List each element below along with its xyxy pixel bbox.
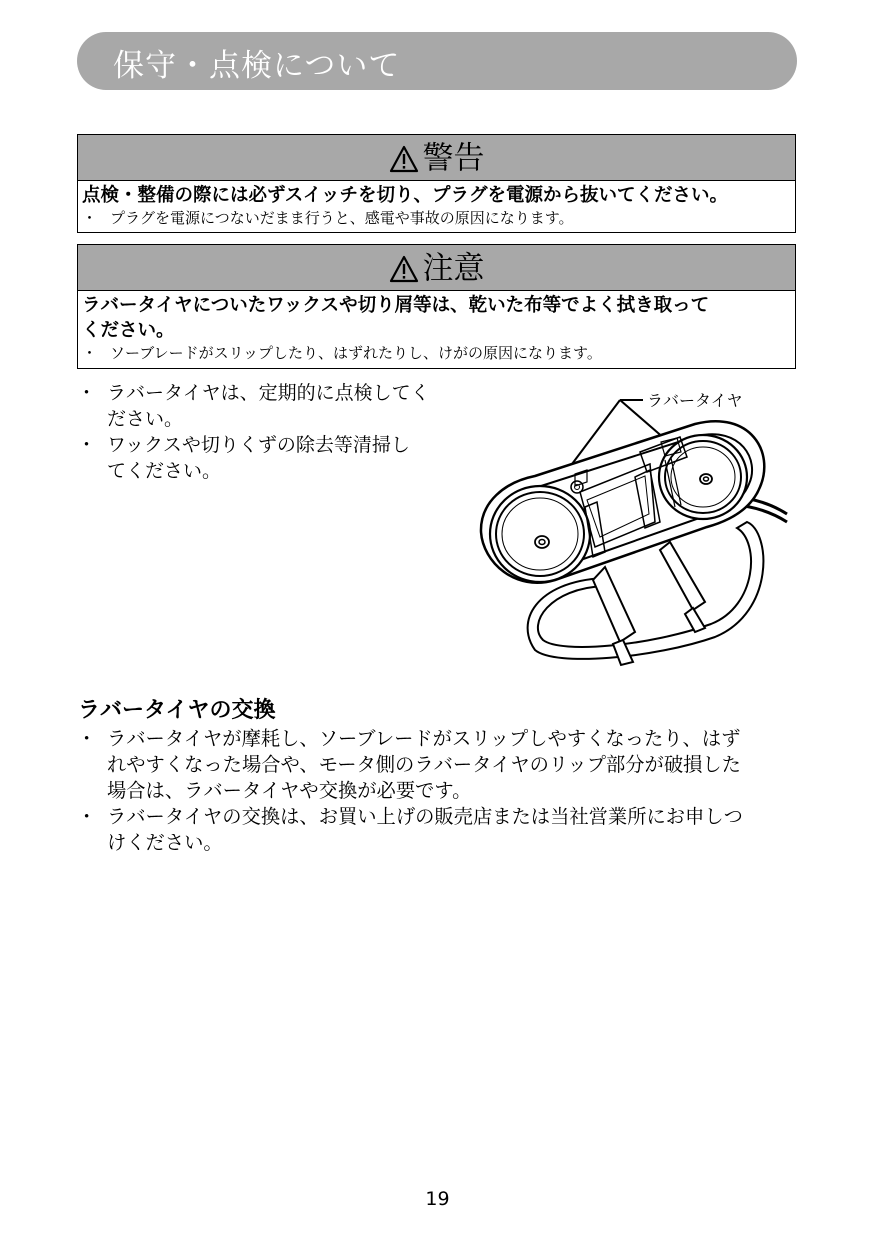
bullet-text: れやすくなった場合や、モータ側のラバータイヤのリップ部分が破損した: [107, 753, 741, 776]
band-saw-illustration: [475, 382, 795, 671]
bullet-mark: ・: [82, 209, 98, 227]
caution-note: [82, 343, 791, 363]
warning-box: [77, 134, 796, 233]
page-number: 19: [425, 1188, 450, 1210]
inspection-bullets: [77, 380, 430, 484]
bullet-mark: ・: [77, 382, 97, 404]
list-item: [77, 726, 743, 804]
page-title: 保守・点検について: [113, 48, 401, 84]
list-item: [77, 432, 430, 484]
list-item: [77, 380, 430, 432]
bullet-text: ラバータイヤの交換は、お買い上げの販売店または当社営業所にお申しつ: [107, 805, 743, 828]
warning-triangle-icon: [389, 145, 419, 173]
bullet-text: けください。: [107, 831, 223, 854]
bullet-mark: ・: [82, 344, 98, 362]
bullet-text: ワックスや切りくずの除去等清掃し: [107, 434, 410, 456]
warning-note: [82, 208, 791, 228]
section-heading: ラバータイヤの交換: [78, 698, 276, 723]
caution-triangle-icon: [389, 255, 419, 283]
caution-header: [78, 245, 795, 291]
warning-main-text: 点検・整備の際には必ずスイッチを切り、プラグを電源から抜いてください。: [82, 185, 729, 206]
caution-note-text: ソーブレードがスリップしたり、はずれたりし、けがの原因になります。: [110, 344, 602, 362]
bullet-text: 場合は、ラバータイヤや交換が必要です。: [107, 779, 472, 802]
warning-note-text: プラグを電源につないだまま行うと、感電や事故の原因になります。: [110, 209, 574, 227]
warning-heading: 警告: [422, 140, 485, 177]
list-item: [77, 804, 743, 856]
page-title-bar: [77, 32, 797, 90]
rubber-tire-label: ラバータイヤ: [647, 391, 743, 410]
caution-main-line1: ラバータイヤについたワックスや切り屑等は、乾いた布等でよく拭き取って: [82, 295, 710, 316]
bullet-text: ラバータイヤが摩耗し、ソーブレードがスリップしやすくなったり、はず: [107, 727, 741, 750]
bullet-text: ラバータイヤは、定期的に点検してく: [107, 382, 430, 404]
band-saw-diagram: [475, 382, 795, 667]
replacement-bullets: [77, 726, 743, 856]
bullet-text: てください。: [107, 460, 222, 482]
bullet-mark: ・: [77, 805, 97, 828]
caution-heading: 注意: [422, 250, 485, 287]
caution-box: [77, 244, 796, 369]
bullet-mark: ・: [77, 727, 97, 750]
warning-header: [78, 135, 795, 181]
bullet-mark: ・: [77, 434, 97, 456]
caution-main-line2: ください。: [82, 320, 175, 341]
bullet-text: ださい。: [107, 408, 184, 430]
